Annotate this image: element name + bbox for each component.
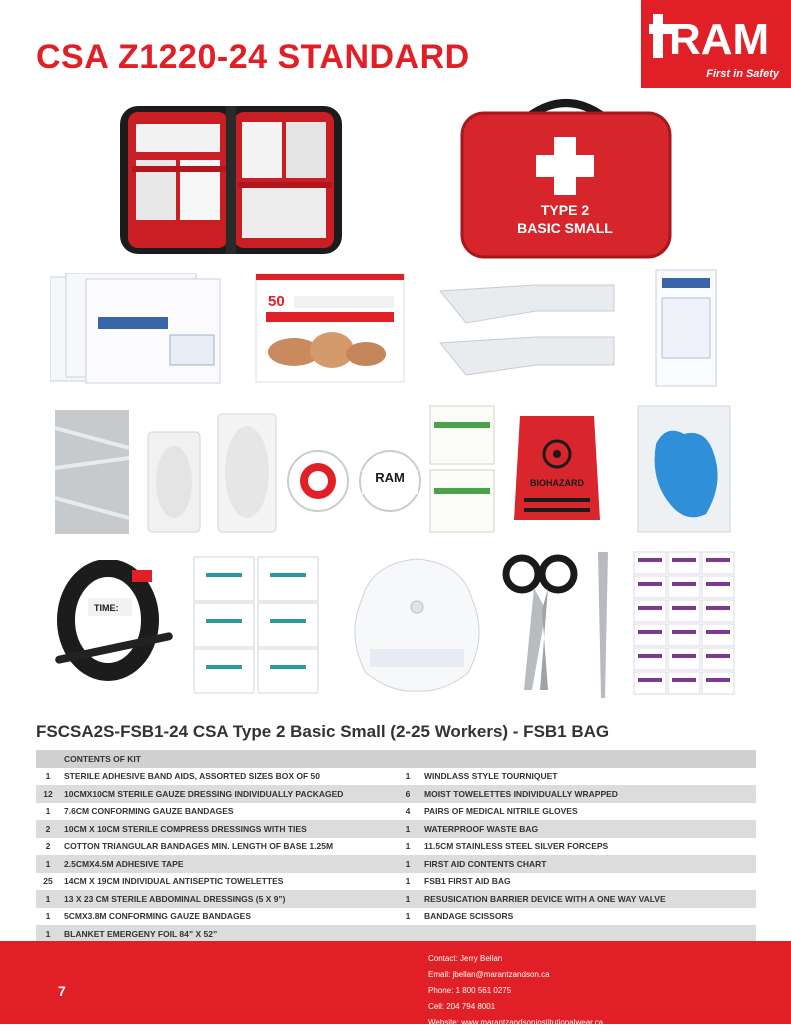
svg-text:RAM: RAM xyxy=(375,470,405,485)
svg-text:50: 50 xyxy=(268,293,285,310)
right-item: MOIST TOWELETTES INDIVIDUALLY WRAPPED xyxy=(420,785,756,803)
logo-tagline: First in Safety xyxy=(706,68,779,80)
table-row xyxy=(36,820,756,838)
left-qty: 2 xyxy=(45,841,51,852)
left-item: 10CMX10CM STERILE GAUZE DRESSING INDIVIDUALLY PACKAGED xyxy=(60,785,396,803)
left-qty: 2 xyxy=(36,820,60,838)
right-qty: 6 xyxy=(396,785,420,803)
right-item: FIRST AID CONTENTS CHART xyxy=(420,855,756,873)
contact-email: Email: jbellan@marantzandson.ca xyxy=(428,970,550,979)
left-item: BLANKET EMERGENY FOIL 84” X 52” xyxy=(60,925,396,943)
biohazard-waste-bag-image xyxy=(510,412,604,524)
right-item: 11.5CM STAINLESS STEEL SILVER FORCEPS xyxy=(424,841,609,852)
contact-phone: Phone: 1 800 561 0275 xyxy=(428,986,512,995)
table-header: CONTENTS OF KIT xyxy=(60,750,396,768)
logo-name: RAM xyxy=(669,15,770,62)
right-item: FSB1 FIRST AID BAG xyxy=(424,876,511,887)
left-qty: 1 xyxy=(36,890,60,908)
right-item: RESUSICATION BARRIER DEVICE WITH A ONE WAY VALVE xyxy=(420,890,756,908)
left-qty: 25 xyxy=(43,876,53,887)
right-item: WATERPROOF WASTE BAG xyxy=(420,820,756,838)
right-qty: 1 xyxy=(405,771,411,782)
nitrile-gloves-image xyxy=(636,404,732,534)
right-qty: 1 xyxy=(396,820,420,838)
contact-cell: Cell: 204 794 8001 xyxy=(428,1002,496,1011)
table-row xyxy=(36,890,756,908)
left-item: 2.5CMX4.5M ADHESIVE TAPE xyxy=(60,855,396,873)
right-item: PAIRS OF MEDICAL NITRILE GLOVES xyxy=(424,806,578,817)
contact-website: Website: www.marantzandsoninstitutionalwear.ca xyxy=(428,1018,604,1027)
left-item: 13 X 23 CM STERILE ABDOMINAL DRESSINGS (5 X 9”) xyxy=(60,890,396,908)
left-item: COTTON TRIANGULAR BANDAGES MIN. LENGTH OF BASE 1.25M xyxy=(64,841,334,852)
right-item xyxy=(420,925,756,943)
table-row xyxy=(36,855,756,873)
table-row xyxy=(36,908,756,926)
table-row xyxy=(36,873,756,891)
right-item: WINDLASS STYLE TOURNIQUET xyxy=(424,771,558,782)
right-qty: 1 xyxy=(405,876,411,887)
right-item: BANDAGE SCISSORS xyxy=(424,911,514,922)
triangular-bandage-packs-image xyxy=(144,412,280,534)
bandage-scissors-image xyxy=(502,550,580,698)
table-row xyxy=(36,785,756,803)
right-qty: 1 xyxy=(405,911,411,922)
kit-heading: FSCSA2S-FSB1-24 CSA Type 2 Basic Small (2-25 Workers) - FSB1 BAG xyxy=(36,722,610,741)
right-qty: 1 xyxy=(405,841,411,852)
svg-text:TYPE 2: TYPE 2 xyxy=(540,202,590,218)
table-row xyxy=(36,925,756,943)
page-number: 7 xyxy=(58,983,66,999)
adhesive-tape-rolls-image xyxy=(286,448,424,514)
closed-first-aid-bag-image xyxy=(458,95,674,261)
stainless-forceps-image xyxy=(592,550,614,700)
left-item: 14CM X 19CM INDIVIDUAL ANTISEPTIC TOWELETTES xyxy=(64,876,284,887)
right-qty: 4 xyxy=(405,806,411,817)
windlass-tourniquet-image xyxy=(48,560,178,686)
ram-logo-mark xyxy=(649,10,785,62)
fabric-bandages-box-image xyxy=(254,272,406,384)
left-item: STERILE ADHESIVE BAND AIDS, ASSORTED SIZES BOX OF 50 xyxy=(64,771,320,782)
table-row xyxy=(36,803,756,821)
left-qty: 1 xyxy=(36,925,60,943)
left-qty: 1 xyxy=(45,771,51,782)
contents-table xyxy=(36,750,756,943)
page-title: CSA Z1220-24 STANDARD xyxy=(36,38,470,76)
cpr-barrier-mask-image xyxy=(342,555,492,695)
left-qty: 1 xyxy=(45,911,51,922)
antiseptic-towelettes-image xyxy=(192,555,320,695)
left-item: 10CM X 10CM STERILE COMPRESS DRESSINGS WITH TIES xyxy=(60,820,396,838)
table-row xyxy=(36,768,756,786)
abdominal-dressing-image xyxy=(654,268,718,388)
contact-block xyxy=(428,951,603,1031)
svg-text:BASIC SMALL: BASIC SMALL xyxy=(517,220,613,236)
footer-bar xyxy=(0,941,791,1024)
emergency-foil-blanket-image xyxy=(53,408,131,536)
left-qty: 12 xyxy=(36,785,60,803)
gauze-dressing-packs-image xyxy=(50,273,224,385)
right-qty: 1 xyxy=(396,855,420,873)
svg-text:TIME:: TIME: xyxy=(94,603,119,613)
left-item: 5CMX3.8M CONFORMING GAUZE BANDAGES xyxy=(64,911,252,922)
left-qty: 1 xyxy=(36,855,60,873)
left-item: 7.6CM CONFORMING GAUZE BANDAGES xyxy=(64,806,234,817)
right-qty xyxy=(396,925,420,943)
compress-dressing-packs-image xyxy=(428,404,496,534)
table-row xyxy=(36,838,756,856)
ram-logo xyxy=(641,0,791,88)
table-header-row xyxy=(36,750,756,768)
left-qty: 1 xyxy=(45,806,51,817)
conforming-gauze-rolls-image xyxy=(436,281,620,377)
svg-text:BIOHAZARD: BIOHAZARD xyxy=(530,478,584,488)
contact-name: Contact: Jerry Bellan xyxy=(428,954,503,963)
right-qty: 1 xyxy=(396,890,420,908)
alcohol-pads-image xyxy=(632,550,736,700)
open-first-aid-bag-image xyxy=(118,102,344,257)
